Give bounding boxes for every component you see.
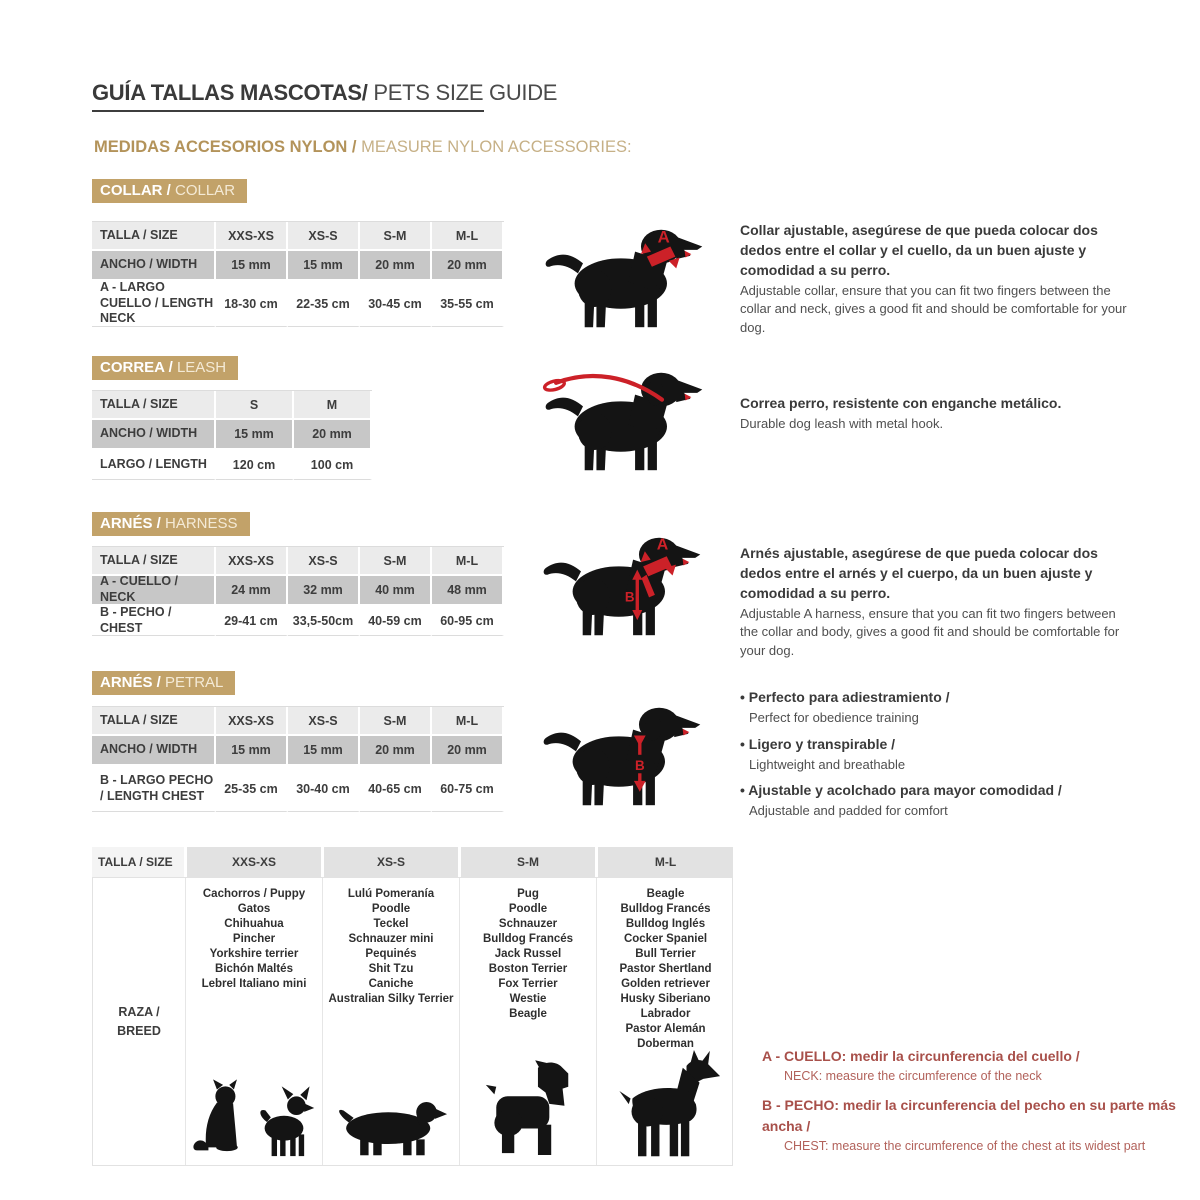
petral-mark-b: B [634, 757, 645, 773]
petral-size-table: TALLA / SIZE XXS-XS XS-S S-M M-L ANCHO / WIDTH 15 mm 15 mm 20 mm 20 mm B - LARGO PECHO / LENGTH CHEST 25-35 cm 30-40 cm 40-65 cm 60-75 cm [92, 706, 504, 812]
note-chest: B - PECHO: medir la circunferencia del pecho en su parte más ancha / CHEST: measure the circumference of the chest at its widest part [762, 1096, 1176, 1153]
petral-bullet: • Ligero y transpirable / Lightweight and breathable [740, 735, 1140, 775]
leash-size-table: TALLA / SIZE S M ANCHO / WIDTH 15 mm 20 mm LARGO / LENGTH 120 cm 100 cm [92, 390, 372, 480]
leash-desc-es: Correa perro, resistente con enganche metálico. [740, 395, 1062, 411]
breed-col-s-m [459, 878, 596, 1165]
collar-section-badge: COLLAR / COLLAR [92, 179, 247, 203]
breed-table-body [92, 877, 733, 1166]
harness-size-table: TALLA / SIZE XXS-XS XS-S S-M M-L A - CUELLO / NECK 24 mm 32 mm 40 mm 48 mm B - PECHO / CHEST 29-41 cm 33,5-50cm 40-59 cm 60-95 cm [92, 546, 504, 636]
breed-header-xs-s: XS-S [321, 847, 458, 877]
breed-col-xs-s [322, 878, 459, 1165]
chihuahua-silhouette-icon [253, 1084, 315, 1160]
page-title-es: GUÍA TALLAS MASCOTAS/ [92, 80, 368, 105]
petral-bullet: • Perfecto para adiestramiento / Perfect for obedience training [740, 688, 1140, 728]
dog-collar-diagram-icon [541, 218, 709, 336]
subtitle-en: MEASURE NYLON ACCESSORIES: [361, 138, 632, 156]
harness-desc-es: Arnés ajustable, asegúrese de que pueda colocar dos dedos entre el arnés y el cuerpo, da un buen ajuste y comodidad a su perro. [740, 545, 1098, 601]
breed-header-xxs-xs: XXS-XS [184, 847, 321, 877]
collar-desc-en: Adjustable collar, ensure that you can fit two fingers between the collar and neck, gives a good fit and should be comfortable for your dog. [740, 282, 1127, 336]
breed-table-header [92, 847, 733, 877]
petral-section-badge: ARNÉS / PETRAL [92, 671, 235, 695]
harness-section-badge: ARNÉS / HARNESS [92, 512, 250, 536]
breed-header-s-m: S-M [458, 847, 595, 877]
leash-description [740, 394, 1128, 434]
breed-row-label: RAZA / BREED [117, 1004, 161, 1038]
measuring-notes [762, 1046, 1192, 1165]
leash-section-badge: CORREA / LEASH [92, 356, 238, 380]
breed-header-talla: TALLA / SIZE [92, 847, 184, 877]
dog-harness-diagram-icon [539, 526, 707, 644]
breed-list: Cachorros / Puppy Gatos Chihuahua Pincher Yorkshire terrier Bichón Maltés Lebrel Italiano mini [201, 888, 307, 990]
collar-size-table: TALLA / SIZE XXS-XS XS-S S-M M-L ANCHO / WIDTH 15 mm 15 mm 20 mm 20 mm A - LARGO CUELLO / LENGTH NECK 18-30 cm 22-35 cm 30-45 cm 35-55 cm [92, 221, 504, 327]
breed-list: Lulú Pomeranía Poodle Teckel Schnauzer mini Pequinés Shit Tzu Caniche Australian Silky Terrier [328, 888, 454, 1005]
breed-list: Beagle Bulldog Francés Bulldog Inglés Cocker Spaniel Bull Terrier Pastor Shertland Golden retriever Husky Siberiano Labrador Pastor Alemán Doberman [619, 888, 712, 1050]
schnauzer-silhouette-icon [483, 1060, 573, 1160]
page-title [92, 80, 557, 106]
title-underline [92, 110, 484, 112]
subtitle-es: MEDIDAS ACCESORIOS NYLON / [94, 138, 362, 156]
breed-list: Pug Poodle Schnauzer Bulldog Francés Jack Russel Boston Terrier Fox Terrier Westie Beagle [482, 888, 574, 1020]
page-title-en: PETS SIZE GUIDE [367, 80, 558, 105]
harness-mark-a: A [656, 536, 669, 554]
collar-desc-es: Collar ajustable, asegúrese de que pueda colocar dos dedos entre el collar y el cuello, da un buen ajuste y comodidad a su perro. [740, 222, 1098, 278]
note-neck: A - CUELLO: medir la circunferencia del cuello / NECK: measure the circumference of the neck [762, 1048, 1080, 1083]
doberman-silhouette-icon [610, 1050, 722, 1160]
harness-description [740, 544, 1128, 661]
collar-mark-a: A [657, 227, 670, 247]
petral-bullet: • Ajustable y acolchado para mayor comodidad / Adjustable and padded for comfort [740, 781, 1140, 821]
collar-description [740, 221, 1128, 338]
breed-col-m-l [596, 878, 734, 1165]
breed-header-m-l: M-L [595, 847, 733, 877]
breed-col-xxs-xs [185, 878, 322, 1165]
page-subtitle [94, 138, 632, 157]
harness-mark-b: B [624, 589, 635, 605]
cat-silhouette-icon [193, 1076, 247, 1160]
harness-desc-en: Adjustable A harness, ensure that you can fit two fingers between the collar and body, gives a good fit and should be comfortable for your dog. [740, 605, 1120, 659]
leash-desc-en: Durable dog leash with metal hook. [740, 415, 944, 431]
dog-leash-diagram-icon [541, 361, 709, 479]
dachshund-silhouette-icon [334, 1087, 448, 1160]
petral-feature-list [740, 688, 1140, 828]
dog-petral-diagram-icon [539, 696, 707, 814]
